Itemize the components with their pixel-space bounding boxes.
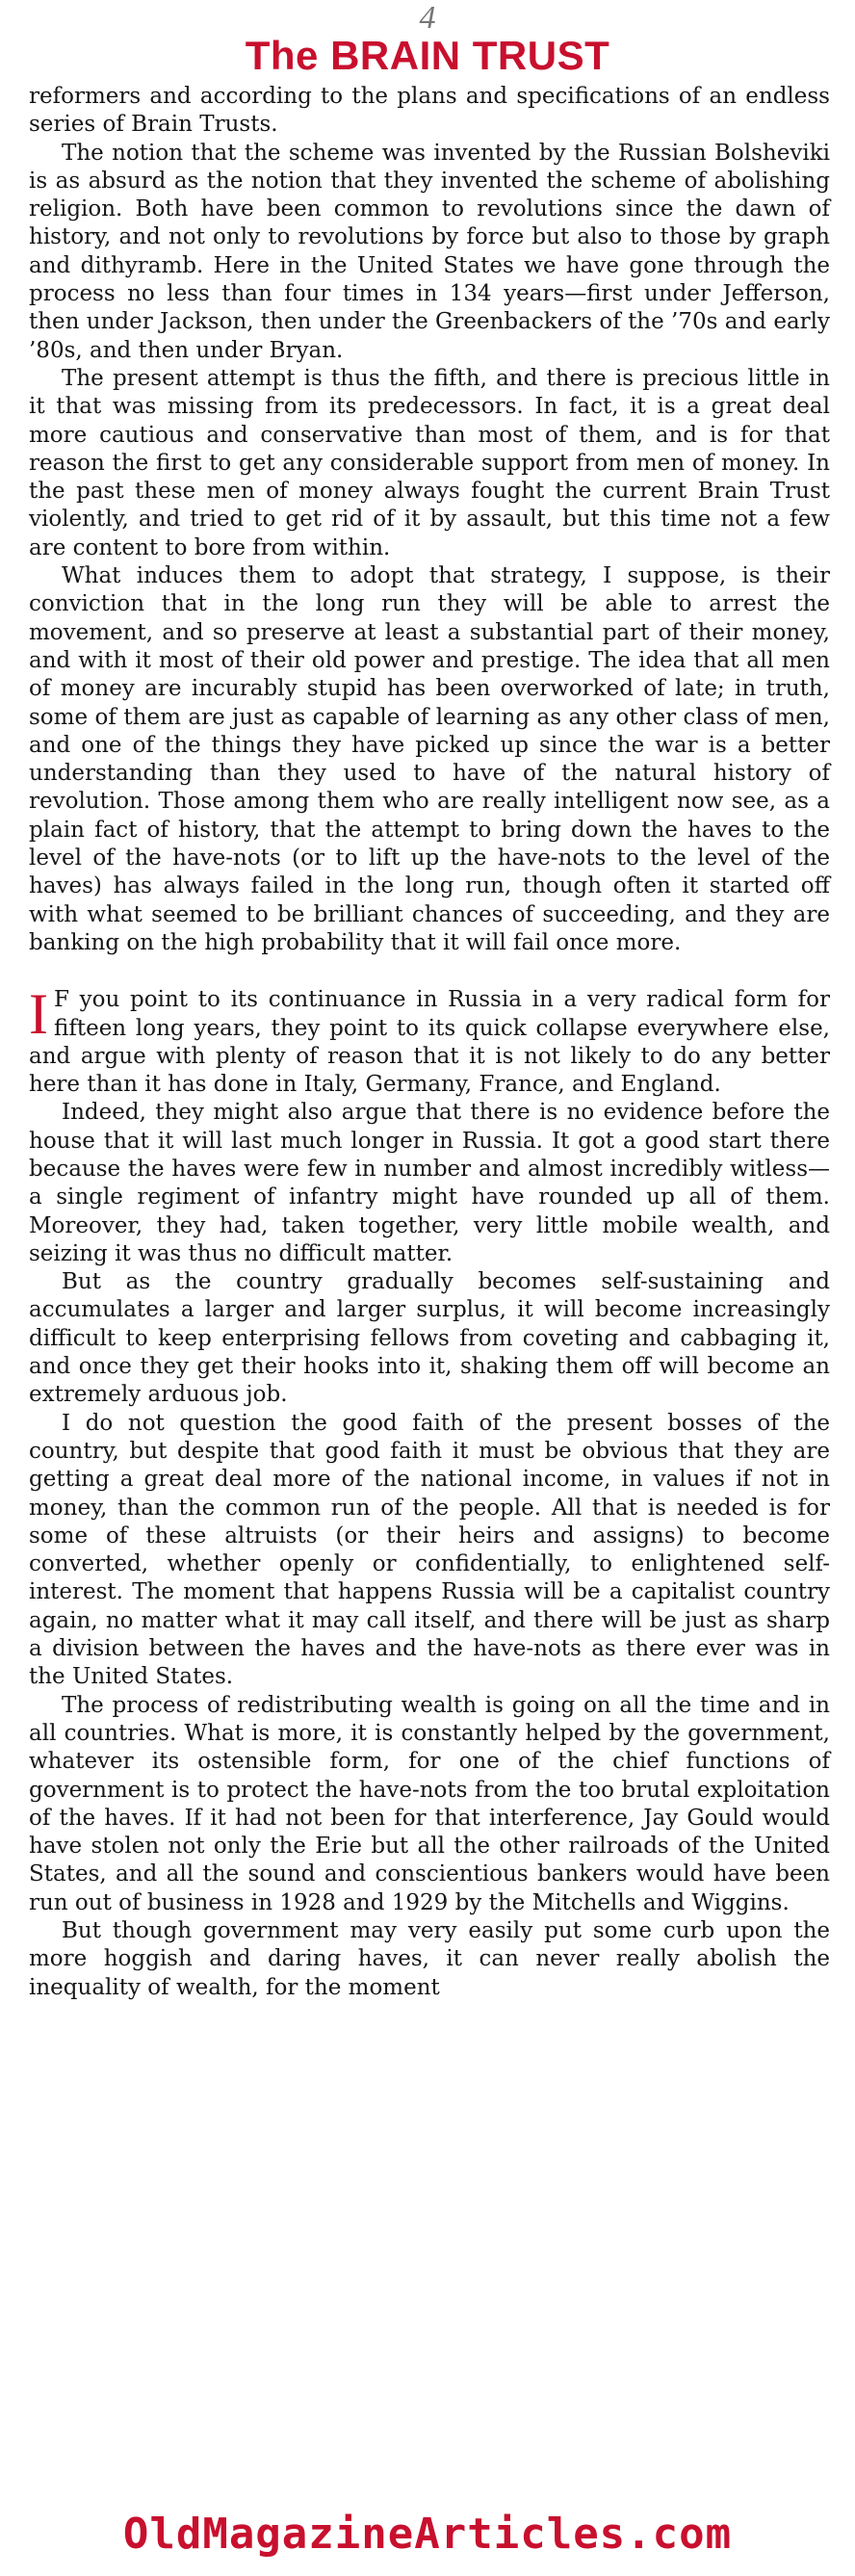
article-body: [29, 83, 830, 2002]
article-paragraph: But though government may very easily put some curb upon the more hoggish and daring haves, it can never really abolish the inequality of wealth, for the moment: [29, 1918, 830, 2000]
site-footer-link[interactable]: OldMagazineArticles.com: [122, 2510, 733, 2559]
article-paragraph: But as the country gradually becomes self-sustaining and accumulates a larger and larger surplus, it will become increasingly difficult to keep enterprising fellows from coveting and cabbaging it, and once they get their hooks into it, shaking them off will become an extremely arduous job.: [29, 1269, 830, 1408]
drop-cap: I: [29, 982, 48, 1047]
page-number: 4: [419, 0, 436, 36]
headline: The BRAIN TRUST: [245, 33, 610, 78]
article-paragraph: What induces them to adopt that strategy, I suppose, is their conviction that in the long run they will be able to arrest the movement, and so preserve at least a substantial part of their money, and with it most of their old power and prestige. The idea that all men of money are incurably stupid has been overworked of late; in truth, some of them are just as capable of learning as any other class of men, and one of the things they have picked up since the war is a better understanding than they used to have of the natural history of revolution. Those among them who are really intelligent now see, as a plain fact of history, that the attempt to bring down the haves to the level of the have-nots (or to lift up the have-nots to the level of the haves) has always failed in the long run, though often it started off with what seemed to be brilliant chances of succeeding, and they are banking on the high probability that it will fail once more.: [29, 563, 830, 955]
article-paragraph: The notion that the scheme was invented by the Russian Bolsheviki is as absurd as the notion that they invented the scheme of abolishing religion. Both have been common to revolutions since the dawn of history, and not only to revolutions by force but also to those by graph and dithyramb. Here in the United States we have gone through the process no less than four times in 134 years—first under Jefferson, then under Jackson, then under the Greenbackers of the ’70s and early ’80s, and then under Bryan.: [29, 140, 830, 363]
article-paragraph-text: F you point to its continuance in Russia in a very radical form for fifteen long years, they point to its quick collapse everywhere else, and argue with plenty of reason that it is not likely to do any better here than it has done in Italy, Germany, France, and England.: [29, 987, 830, 1098]
article-paragraph: I do not question the good faith of the present bosses of the country, but despite that good faith it must be obvious that they are getting a great deal more of the national income, in values if not in money, than the common run of the people. All that is needed is for some of these altruists (or their heirs and assigns) to become converted, whether openly or confidentially, to enlightened self-interest. The moment that happens Russia will be a capitalist country again, no matter what it may call itself, and there will be just as sharp a division between the haves and the have-nots as there ever was in the United States.: [29, 1410, 830, 1690]
article-paragraph: The process of redistributing wealth is going on all the time and in all countries. What is more, it is constantly helped by the government, whatever its ostensible form, for one of the chief functions of government is to protect the have-nots from the too brutal exploitation of the haves. If it had not been for that interference, Jay Gould would have stolen not only the Erie but all the other railroads of the United States, and all the sound and conscientious bankers would have been run out of business in 1928 and 1929 by the Mitchells and Wiggins.: [29, 1692, 830, 1915]
article-paragraph: The present attempt is thus the fifth, and there is precious little in it that was missing from its predecessors. In fact, it is a great deal more cautious and conservative than most of them, and is for that reason the first to get any considerable support from men of money. In the past these men of money always fought the current Brain Trust violently, and tried to get rid of it by assault, but this time not a few are content to bore from within.: [29, 365, 830, 560]
article-paragraph: Indeed, they might also argue that there is no evidence before the house that it will last much longer in Russia. It got a good start there because the haves were few in number and almost incredibly witless—a single regiment of infantry might have rounded up all of them. Moreover, they had, taken together, very little mobile wealth, and seizing it was thus no difficult matter.: [29, 1100, 830, 1266]
article-paragraph-drop-cap: [29, 982, 830, 1099]
article-paragraph: reformers and according to the plans and specifications of an endless series of Brain Trusts.: [29, 84, 830, 138]
